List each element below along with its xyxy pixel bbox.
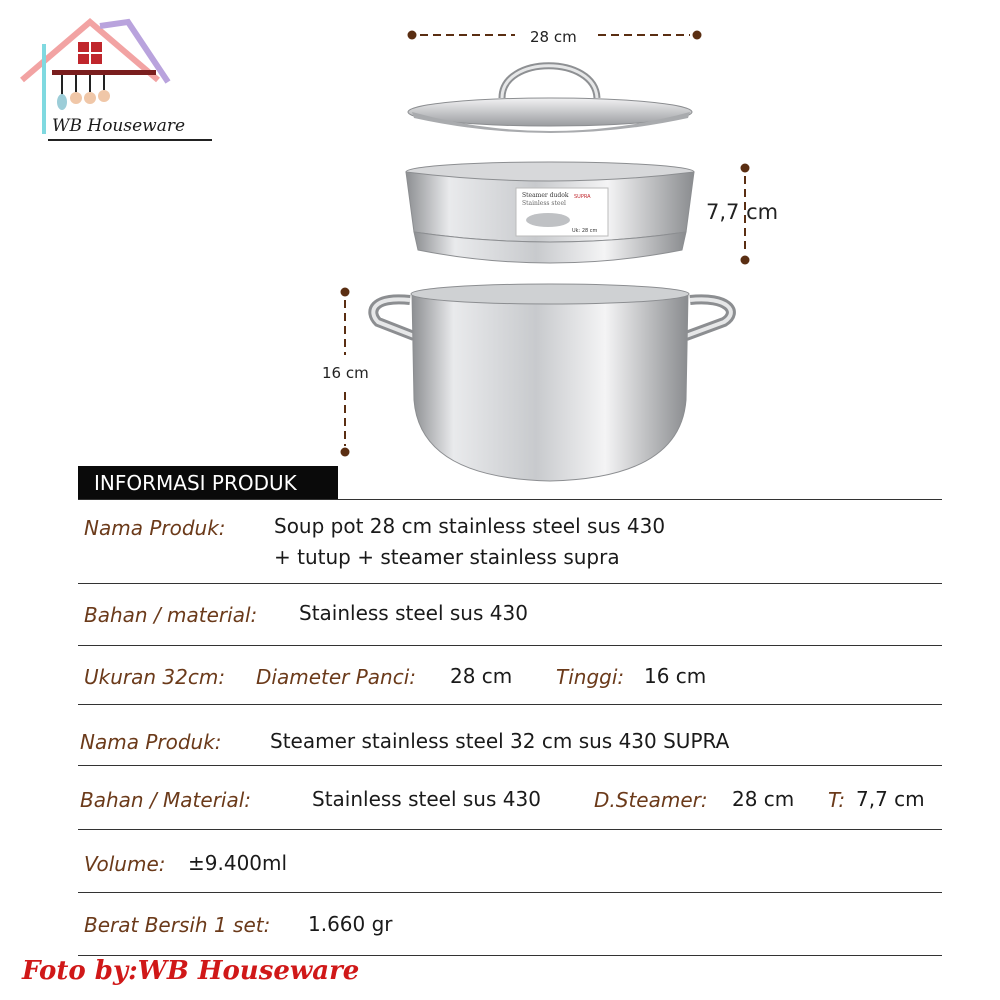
row-4-label: Nama Produk: [80, 730, 222, 754]
row-5-label-diameter: D.Steamer: [594, 788, 708, 812]
pot-height-label: 16 cm [322, 364, 369, 382]
row-5-value-height: 7,7 cm [856, 787, 925, 811]
sticker-brand: SUPRA [574, 194, 591, 200]
row-4-value: Steamer stainless steel 32 cm sus 430 SUPRA [270, 729, 730, 753]
row-1-value-line2: + tutup + steamer stainless supra [274, 545, 620, 569]
steamer [406, 162, 694, 263]
sticker-title: Steamer dudok [522, 192, 569, 199]
row-3-value-height: 16 cm [644, 664, 707, 688]
sticker-size: Uk: 28 cm [572, 228, 598, 234]
lid [408, 66, 692, 133]
row-3-label-height: Tinggi: [556, 665, 625, 689]
steamer-height-label: 7,7 cm [706, 200, 779, 224]
row-6-value: ±9.400ml [188, 851, 288, 875]
pot [373, 284, 731, 481]
row-5-label: Bahan / Material: [80, 788, 252, 812]
row-7-label: Berat Bersih 1 set: [84, 913, 271, 937]
info-header: INFORMASI PRODUK [78, 466, 338, 499]
lid-diameter-label: 28 cm [530, 28, 577, 46]
sticker-subtitle: Stainless steel [522, 200, 566, 207]
row-3-label-diameter: Diameter Panci: [256, 665, 417, 689]
row-3-label: Ukuran 32cm: [84, 665, 226, 689]
brand-name: WB Houseware [52, 116, 186, 136]
product-illustration [360, 20, 760, 490]
pot-dimension-line [341, 288, 350, 457]
row-2-label: Bahan / material: [84, 603, 258, 627]
divider [78, 704, 942, 705]
divider [78, 892, 942, 893]
row-7-value: 1.660 gr [308, 912, 393, 936]
photo-credit: Foto by:WB Houseware [22, 956, 360, 986]
divider [78, 583, 942, 584]
divider [78, 829, 942, 830]
divider [78, 645, 942, 646]
row-2-value: Stainless steel sus 430 [299, 601, 528, 625]
row-5-value: Stainless steel sus 430 [312, 787, 541, 811]
row-1-value: Soup pot 28 cm stainless steel sus 430 [274, 514, 666, 538]
row-5-label-height: T: [828, 788, 846, 812]
row-1-label: Nama Produk: [84, 516, 226, 540]
divider [78, 765, 942, 766]
row-3-value-diameter: 28 cm [450, 664, 513, 688]
divider [78, 499, 942, 500]
row-6-label: Volume: [84, 852, 166, 876]
row-5-value-diameter: 28 cm [732, 787, 795, 811]
